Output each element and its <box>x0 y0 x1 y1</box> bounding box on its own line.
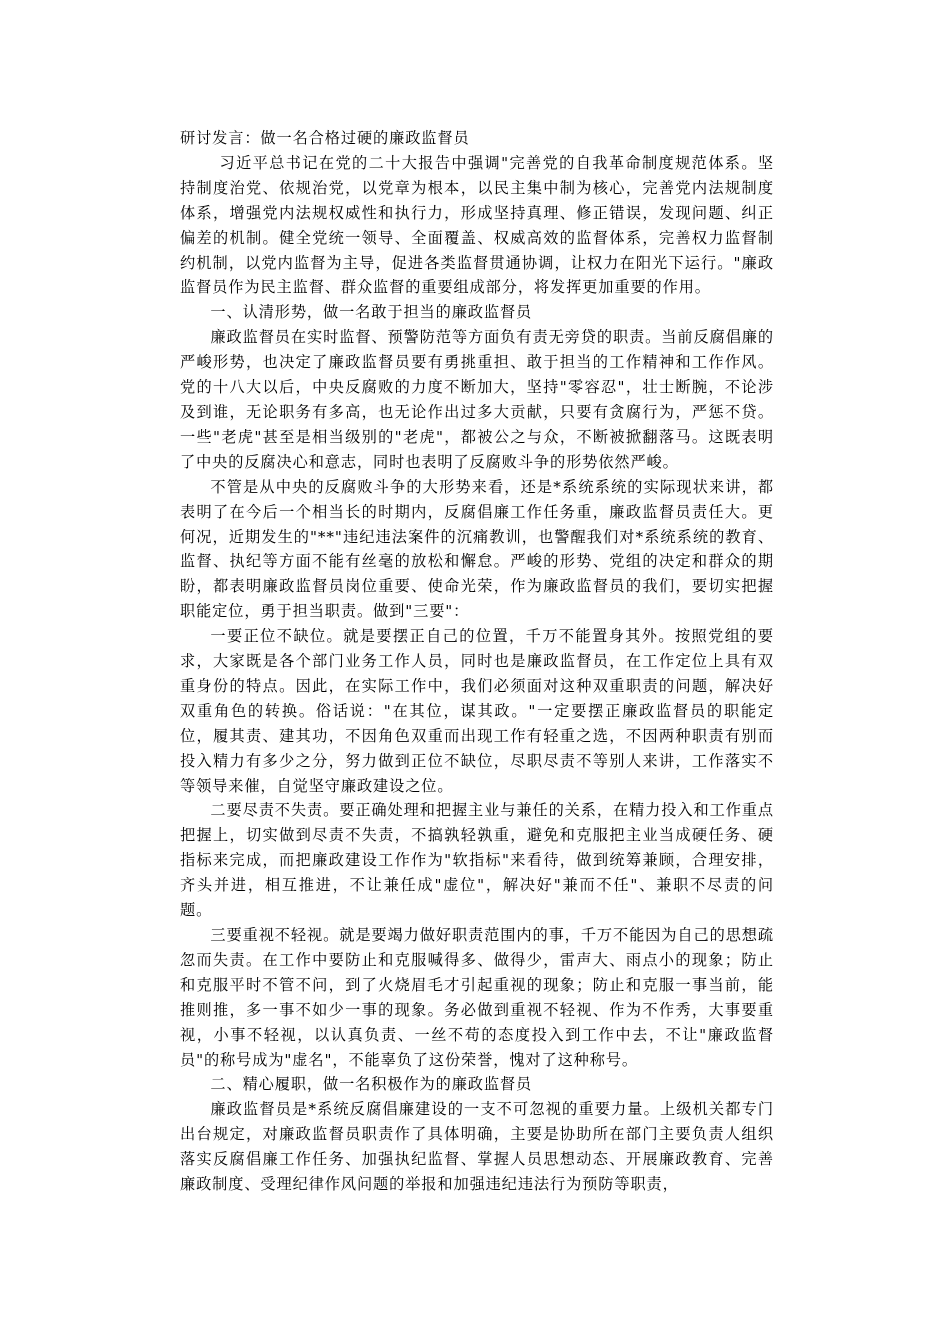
document-body <box>180 126 774 1197</box>
section-heading-2: 二、精心履职，做一名积极作为的廉政监督员 <box>210 1075 533 1094</box>
body-paragraph: 廉政监督员是*系统反腐倡廉建设的一支不可忽视的重要力量。上级机关都专门出台规定，对廉政监督员职责作了具体明确，主要是协助所在部门主要负责人组织落实反腐倡廉工作任务、加强执纪监督、掌握人员思想动态、开展廉政教育、完善廉政制度、受理纪律作风问题的举报和加强违纪违法行为预防等职责， <box>180 1100 774 1194</box>
section-heading-1: 一、认清形势，做一名敢于担当的廉政监督员 <box>210 303 533 322</box>
body-paragraph: 二要尽责不失责。要正确处理和把握主业与兼任的关系，在精力投入和工作重点把握上，切实做到尽责不失责，不搞孰轻孰重，避免和克服把主业当成硬任务、硬指标来完成，而把廉政建设工作作为"软指标"来看待，做到统筹兼顾，合理安排，齐头并进，相互推进，不让兼任成"虚位"，解决好"兼而不任"、兼职不尽责的问题。 <box>180 801 774 920</box>
body-paragraph: 一要正位不缺位。就是要摆正自己的位置，千万不能置身其外。按照党组的要求，大家既是各个部门业务工作人员，同时也是廉政监督员，在工作定位上具有双重身份的特点。因此，在实际工作中，我们必须面对这种双重职责的问题，解决好双重角色的转换。俗话说："在其位，谋其政。"一定要摆正廉政监督员的职能定位，履其责、建其功，不因角色双重而出现工作有轻重之选，不因两种职责有别而投入精力有多少之分，努力做到正位不缺位，尽职尽责不等别人来讲，工作落实不等领导来催，自觉坚守廉政建设之位。 <box>180 627 774 795</box>
intro-paragraph: 习近平总书记在党的二十大报告中强调"完善党的自我革命制度规范体系。坚持制度治党、依规治党，以党章为根本，以民主集中制为核心，完善党内法规制度体系，增强党内法规权威性和执行力，形成坚持真理、修正错误，发现问题、纠正偏差的机制。健全党统一领导、全面覆盖、权威高效的监督体系，完善权力监督制约机制，以党内监督为主导，促进各类监督贯通协调，让权力在阳光下运行。"廉政监督员作为民主监督、群众监督的重要组成部分，将发挥更加重要的作用。 <box>180 153 774 297</box>
document-title: 研讨发言：做一名合格过硬的廉政监督员 <box>180 129 470 147</box>
body-paragraph: 三要重视不轻视。就是要竭力做好职责范围内的事，千万不能因为自己的思想疏忽而失责。在工作中要防止和克服喊得多、做得少，雷声大、雨点小的现象；防止和克服平时不管不问，到了火烧眉毛才引起重视的现象；防止和克服一事当前，能推则推，多一事不如少一事的现象。务必做到重视不轻视、作为不作秀，大事要重视，小事不轻视，以认真负责、一丝不苟的态度投入到工作中去，不让"廉政监督员"的称号成为"虚名"，不能辜负了这份荣誉，愧对了这种称号。 <box>180 926 774 1069</box>
body-paragraph: 不管是从中央的反腐败斗争的大形势来看，还是*系统系统的实际现状来讲，都表明了在今后一个相当长的时期内，反腐倡廉工作任务重，廉政监督员责任大。更何况，近期发生的"**"违纪违法案件的沉痛教训，也警醒我们对*系统系统的教育、监督、执纪等方面不能有丝毫的放松和懈怠。严峻的形势、党组的决定和群众的期盼，都表明廉政监督员岗位重要、使命光荣，作为廉政监督员的我们，要切实把握职能定位，勇于担当职责。做到"三要"： <box>180 477 774 621</box>
body-paragraph: 廉政监督员在实时监督、预警防范等方面负有责无旁贷的职责。当前反腐倡廉的严峻形势，也决定了廉政监督员要有勇挑重担、敢于担当的工作精神和工作作风。党的十八大以后，中央反腐败的力度不断加大，坚持"零容忍"，壮士断腕，不论涉及到谁，无论职务有多高，也无论作出过多大贡献，只要有贪腐行为，严惩不贷。一些"老虎"甚至是相当级别的"老虎"，都被公之与众，不断被掀翻落马。这既表明了中央的反腐决心和意志，同时也表明了反腐败斗争的形势依然严峻。 <box>180 328 774 471</box>
